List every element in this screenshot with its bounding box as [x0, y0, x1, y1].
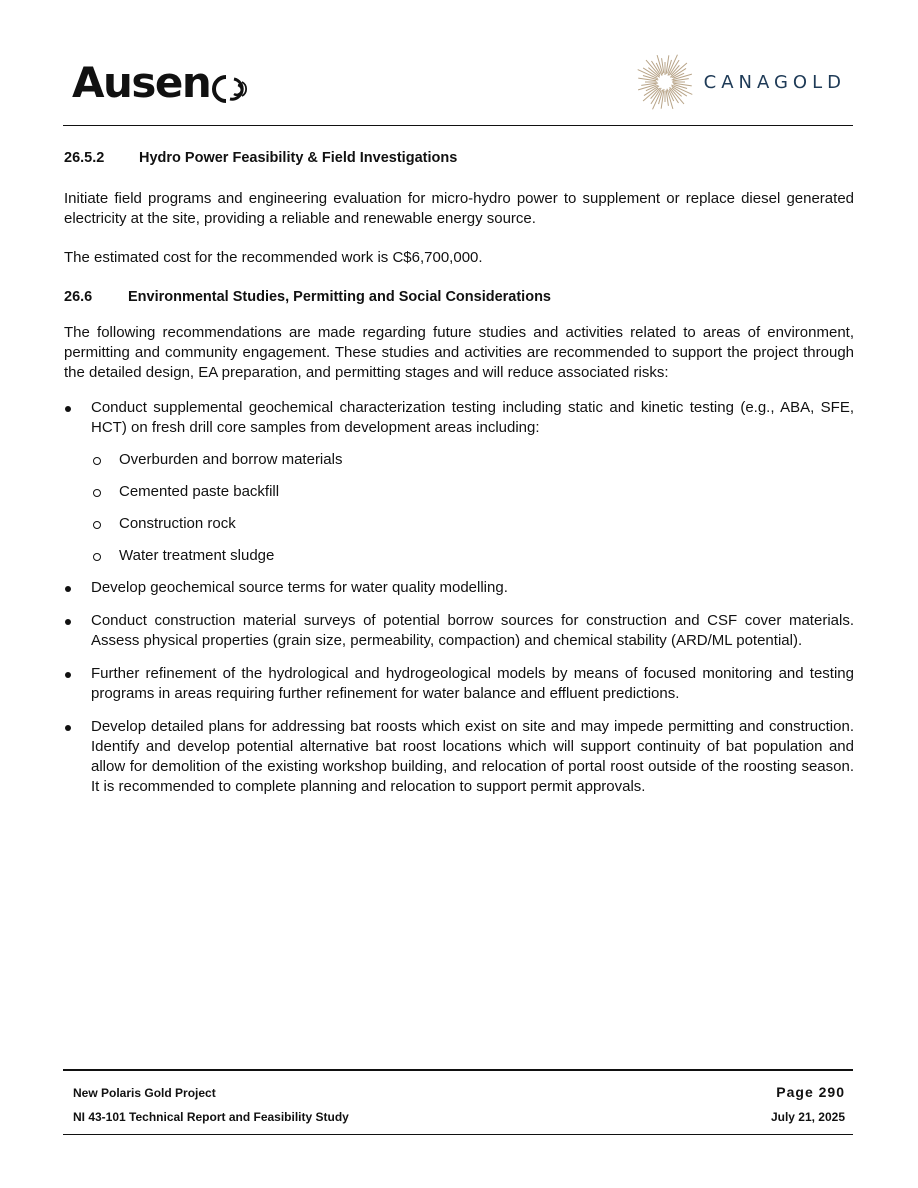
footer-date: July 21, 2025: [770, 1110, 845, 1124]
document-body: [64, 148, 854, 797]
bullet-icon: [65, 672, 71, 678]
ausenco-logo: [72, 58, 210, 107]
canagold-logo-text: CANAGOLD: [703, 71, 846, 93]
circle-bullet-icon: [93, 489, 101, 497]
sub-bullet-item: [64, 514, 854, 534]
sub-bullet-item: [64, 482, 854, 502]
bullet-icon: [65, 619, 71, 625]
bullet-item: [64, 578, 854, 598]
bullet-text: Conduct construction material surveys of potential borrow sources for construction and CSF cover materials. Assess physical properties (grain size, permeability, compaction) and chemical stability (ARD/ML potential).: [91, 612, 854, 649]
section-title: Environmental Studies, Permitting and Social Considerations: [128, 289, 551, 305]
sub-bullet-item: [64, 450, 854, 470]
canagold-logo: [632, 50, 846, 114]
footer-divider-top: [63, 1069, 853, 1071]
bullet-icon: [65, 725, 71, 731]
bullet-text: Conduct supplemental geochemical characterization testing including static and kinetic testing (e.g., ABA, SFE, HCT) on fresh drill core samples from development areas including:: [91, 399, 854, 436]
sub-bullet-text: Cemented paste backfill: [119, 483, 280, 500]
bullet-icon: [65, 406, 71, 412]
circle-bullet-icon: [93, 457, 101, 465]
footer-divider-bottom: [63, 1134, 853, 1135]
sub-bullet-text: Overburden and borrow materials: [119, 451, 343, 468]
ausenco-swirl-icon: [200, 69, 260, 109]
bullet-icon: [65, 586, 71, 592]
sub-bullet-text: Water treatment sludge: [119, 547, 275, 564]
paragraph: Initiate field programs and engineering evaluation for micro-hydro power to supplement or replace diesel generated electricity at the site, providing a reliable and renewable energy source.: [64, 190, 854, 227]
ausenco-logo-text: Ausen: [72, 58, 211, 107]
section-number: 26.5.2: [64, 150, 105, 166]
footer-page-number: Page 290: [776, 1084, 845, 1100]
section-heading-26-5-2: [64, 148, 854, 168]
paragraph: The estimated cost for the recommended work is C$6,700,000.: [64, 249, 483, 266]
section-title: Hydro Power Feasibility & Field Investigations: [139, 150, 458, 166]
bullet-text: Develop geochemical source terms for water quality modelling.: [91, 579, 508, 596]
bullet-item: [64, 664, 854, 704]
footer-report-title: NI 43-101 Technical Report and Feasibility Study: [73, 1110, 349, 1124]
bullet-item: [64, 717, 854, 797]
bullet-item: [64, 611, 854, 651]
header-divider: [63, 125, 853, 126]
section-heading-26-6: [64, 287, 854, 307]
bullet-text: Develop detailed plans for addressing bat roosts which exist on site and may impede permitting and construction. Identify and develop potential alternative bat roost locations which will support continuity of bat population and allow for demolition of the existing workshop building, and relocation of portal roost outside of the roosting season. It is recommended to complete planning and relocation to support permit approvals.: [91, 718, 854, 795]
paragraph: The following recommendations are made regarding future studies and activities related to areas of environment, permitting and community engagement. These studies and activities are recommended to support the project through the detailed design, EA preparation, and permitting stages and will reduce associated risks:: [64, 324, 854, 381]
section-number: 26.6: [64, 289, 93, 305]
sunburst-logo-icon: [632, 50, 698, 114]
footer-project: New Polaris Gold Project: [73, 1086, 216, 1100]
circle-bullet-icon: [93, 553, 101, 561]
sub-bullet-item: [64, 546, 854, 566]
circle-bullet-icon: [93, 521, 101, 529]
sub-bullet-text: Construction rock: [119, 515, 236, 532]
bullet-text: Further refinement of the hydrological and hydrogeological models by means of focused monitoring and testing programs in areas requiring further refinement for water balance and effluent predictions.: [91, 665, 854, 702]
bullet-item: [64, 398, 854, 438]
